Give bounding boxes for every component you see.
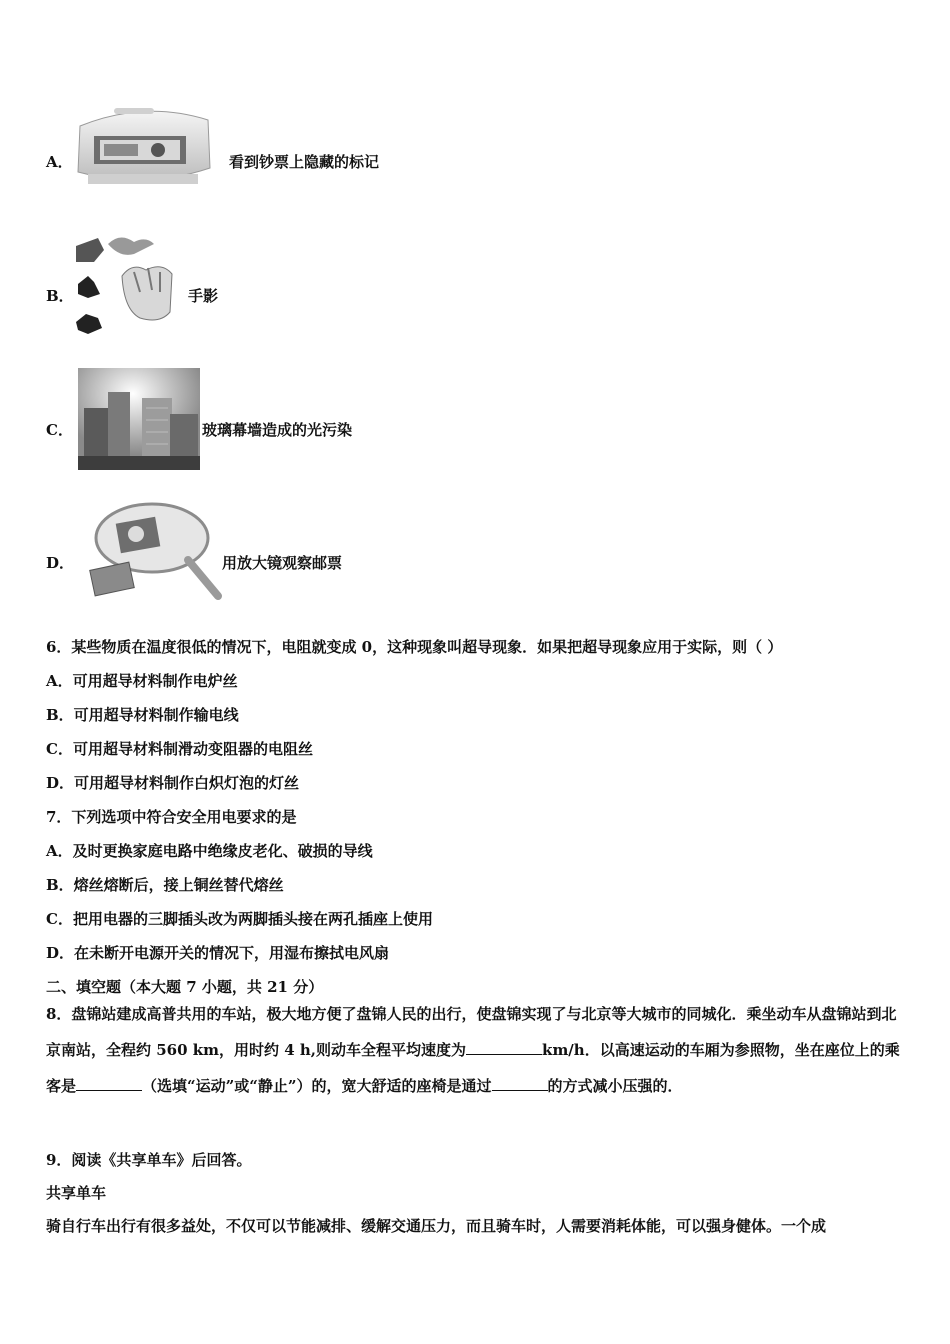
q7-option-a: A．及时更换家庭电路中绝缘皮老化、破损的导线 — [46, 842, 373, 860]
q6-stem: 6．某些物质在温度很低的情况下，电阻就变成 0，这种现象叫超导现象．如果把超导现象应用于实际，则（ ） — [46, 638, 783, 656]
q7-option-c: C．把用电器的三脚插头改为两脚插头接在两孔插座上使用 — [46, 910, 433, 928]
section-title: 二、填空题（本大题 7 小题，共 21 分） — [46, 978, 324, 996]
q9-article-body: 骑自行车出行有很多益处，不仅可以节能减排、缓解交通压力，而且骑车时，人需要消耗体能，可以强身健体。一个成 — [46, 1217, 827, 1235]
q8-text-2: km/h．以高速运动的车厢为参照物，坐在座位上的乘客是 — [46, 1041, 900, 1095]
q8-text-4: 的方式减小压强的． — [547, 1077, 683, 1095]
q9-stem: 9．阅读《共享单车》后回答。 — [46, 1151, 252, 1169]
q5-option-a-letter: A． — [46, 153, 73, 171]
q8-blank-method[interactable] — [492, 1076, 548, 1091]
magnifier-stamp-icon — [84, 500, 224, 604]
q5-option-d-caption: 用放大镜观察邮票 — [222, 554, 343, 572]
q6-option-b: B．可用超导材料制作输电线 — [46, 706, 239, 724]
q6-option-c: C．可用超导材料制滑动变阻器的电阻丝 — [46, 740, 313, 758]
q8-blank-speed[interactable] — [466, 1040, 542, 1055]
q5-option-a-caption: 看到钞票上隐藏的标记 — [229, 153, 380, 171]
q8-text-1: 8．盘锦站建成高普共用的车站，极大地方便了盘锦人民的出行，使盘锦实现了与北京等大城市的同城化．乘坐动车从盘锦站到北京南站，全程约 560 km，用时约 4 h,则动车全程平均速度为 — [46, 1005, 897, 1059]
q7-option-d: D．在未断开电源开关的情况下，用湿布擦拭电风扇 — [46, 944, 390, 962]
q5-option-d-letter: D． — [46, 554, 75, 572]
q7-option-b: B．熔丝熔断后，接上铜丝替代熔丝 — [46, 876, 284, 894]
q8-paragraph — [46, 996, 908, 1104]
q9-article-title: 共享单车 — [46, 1184, 107, 1202]
glass-curtain-wall-photo-icon — [78, 368, 200, 470]
hand-shadow-icon — [74, 232, 186, 338]
q5-option-b-letter: B． — [46, 287, 74, 305]
q6-option-a: A．可用超导材料制作电炉丝 — [46, 672, 238, 690]
q6-option-d: D．可用超导材料制作白炽灯泡的灯丝 — [46, 774, 300, 792]
q8-blank-motion[interactable] — [76, 1076, 142, 1091]
q7-stem: 7．下列选项中符合安全用电要求的是 — [46, 808, 297, 826]
q8-text-3: （选填“运动”或“静止”）的，宽大舒适的座椅是通过 — [142, 1077, 492, 1095]
q5-option-c-caption: 玻璃幕墙造成的光污染 — [202, 421, 353, 439]
q5-option-c-letter: C． — [46, 421, 73, 439]
uv-banknote-detector-icon — [74, 98, 214, 202]
q5-option-b-caption: 手影 — [188, 287, 219, 305]
